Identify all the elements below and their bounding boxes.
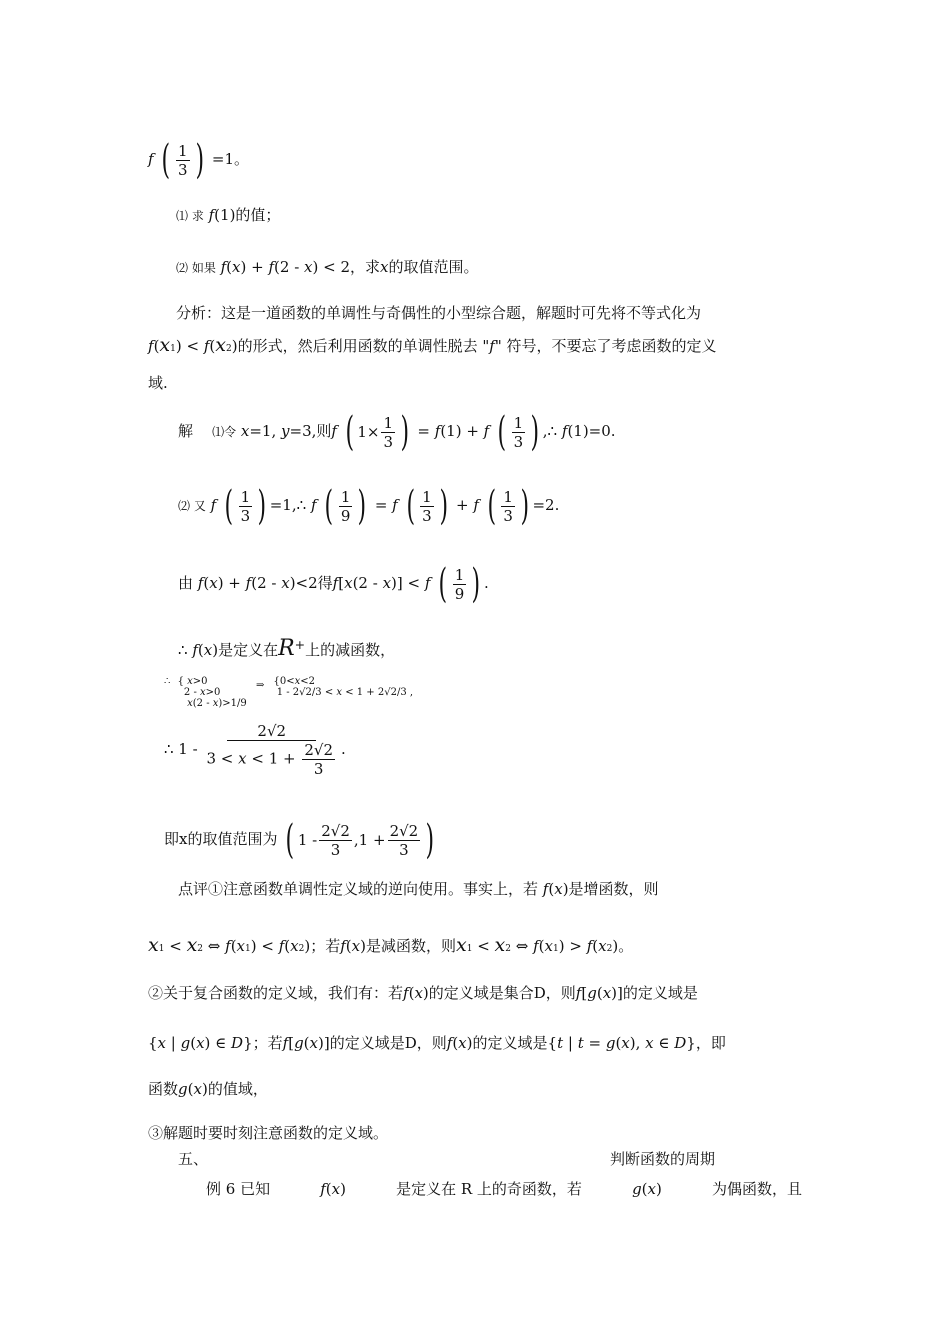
solution-2: ⑵ 又 f ( 1 3 ) =1,∴ f ( 1 9 ) = f ( 1 3 ) + f ( 1 3 ) =2. — [178, 483, 560, 529]
comment-1: 点评①注意函数单调性定义域的逆向使用。事实上，若 f(x)是增函数，则 — [178, 880, 659, 898]
analysis-line-3: 域. — [148, 374, 168, 392]
section-number: 五、 — [178, 1150, 209, 1168]
question-2: ⑵ 如果 f(x) + f(2 - x) < 2，求x的取值范围。 — [176, 258, 479, 276]
comment-2-end: 函数g(x)的值域， — [148, 1080, 268, 1098]
line-f-one-third: f ( 1 3 ) =1。 — [148, 137, 250, 183]
answer-range: 即x的取值范围为 ( 1 - 2√2 3 ,1 + 2√2 3 ) — [164, 817, 435, 863]
solution-1: 解 ⑴令 x=1, y=3,则f ( 1× 1 3 ) = f(1) + f ( 1 3 ) ,∴ f(1)=0. — [178, 409, 616, 455]
analysis-line-2: f(x1) < f(x2)的形式，然后利用函数的单调性脱去 "f" 符号，不要忘了考虑函数的定义 — [148, 334, 717, 356]
analysis-line-1: 分析：这是一道函数的单调性与奇偶性的小型综合题，解题时可先将不等式化为 — [176, 304, 702, 322]
question-1: ⑴ 求 f(1)的值； — [176, 206, 281, 224]
section-heading — [178, 1148, 802, 1170]
comment-2-cont: {x | g(x) ∈ D}；若f[g(x)]的定义域是D，则f(x)的定义域是{t | t = g(x), x ∈ D}，即 — [148, 1034, 726, 1052]
example-6: 例 6 已知 f(x) 是定义在 R 上的奇函数，若 g(x) 为偶函数，且 — [206, 1180, 802, 1198]
range-fraction: ∴ 1 - 2√2 3 < x < 1 + $\frac{2√2}{3}$ . — [164, 722, 346, 778]
section-title: 判断函数的周期 — [610, 1150, 716, 1168]
system-of-inequalities: ∴ { x>0 2 - x>0 x(2 - x)>1/9 ⇒ {0<x<2 1 - 2√2/3 < x < 1 + 2√2/3 , — [164, 676, 414, 709]
comment-2: ②关于复合函数的定义域，我们有：若f(x)的定义域是集合D，则f[g(x)]的定义域是 — [148, 984, 698, 1002]
comment-3: ③解题时要时刻注意函数的定义域。 — [148, 1124, 389, 1142]
decreasing-function: ∴ f(x)是定义在R+上的减函数， — [178, 636, 396, 661]
from-inequality: 由 f(x) + f(2 - x)<2得f[x(2 - x)] < f ( 1 9 ) . — [178, 561, 489, 607]
comment-1-cont: x1 < x2 ⇔ f(x1) < f(x2)；若f(x)是减函数，则x1 < x2 ⇔ f(x1) > f(x2)。 — [148, 934, 634, 956]
